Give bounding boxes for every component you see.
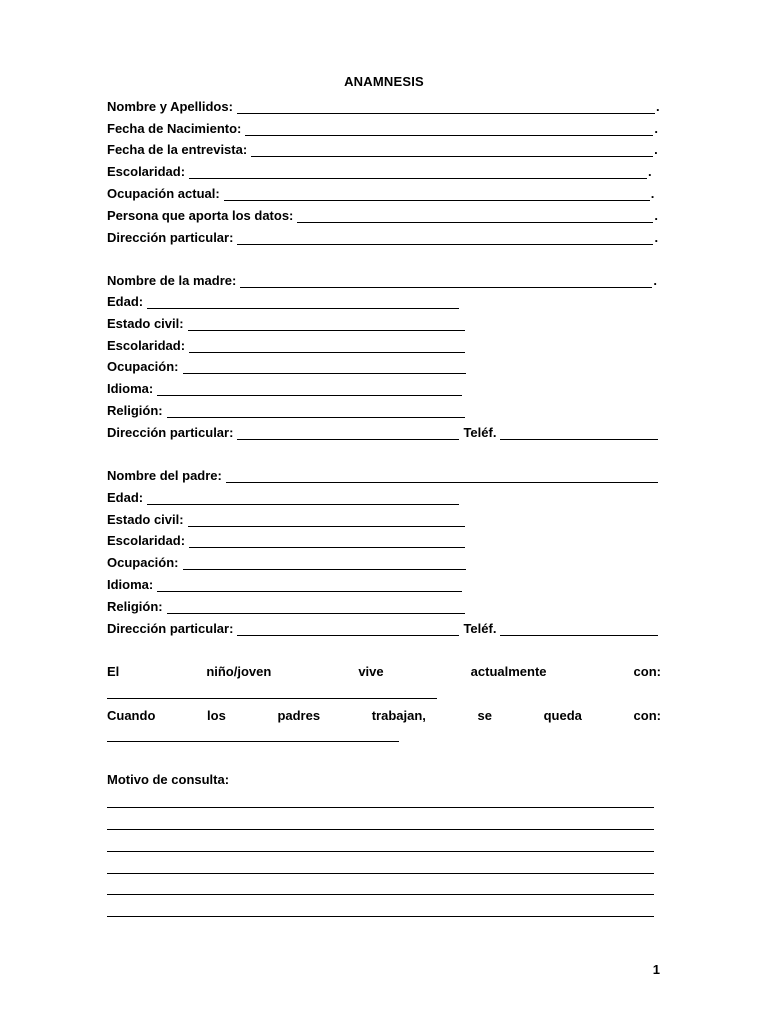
- motivo-line[interactable]: [107, 806, 654, 808]
- madre-telef-field[interactable]: [500, 426, 658, 440]
- vive-word: niño/joven: [206, 664, 272, 679]
- persona-period: .: [654, 208, 658, 223]
- direccion-label: Dirección particular:: [107, 230, 234, 245]
- padre-direccion-label: Dirección particular:: [107, 621, 234, 636]
- queda-word: con:: [633, 708, 661, 723]
- direccion-field[interactable]: [237, 231, 653, 245]
- escolaridad-row: [107, 161, 652, 179]
- nacimiento-label: Fecha de Nacimiento:: [107, 121, 242, 136]
- madre-nombre-field[interactable]: [240, 274, 652, 288]
- nacimiento-field[interactable]: [245, 122, 653, 136]
- madre-estado-civil-label: Estado civil:: [107, 316, 184, 331]
- padre-idioma-row: [107, 574, 462, 592]
- padre-ocupacion-row: [107, 552, 466, 570]
- madre-direccion-field[interactable]: [237, 426, 459, 440]
- direccion-period: .: [654, 230, 659, 245]
- ocupacion-row: [107, 183, 654, 201]
- queda-word: queda: [543, 708, 582, 723]
- padre-religion-row: [107, 596, 465, 614]
- madre-idioma-field[interactable]: [157, 382, 462, 396]
- vive-sentence: [107, 661, 661, 679]
- entrevista-field[interactable]: [251, 143, 653, 157]
- entrevista-period: .: [654, 142, 658, 157]
- madre-idioma-label: Idioma:: [107, 381, 154, 396]
- queda-field[interactable]: [107, 740, 399, 742]
- queda-word: los: [207, 708, 226, 723]
- padre-direccion-field[interactable]: [237, 622, 459, 636]
- padre-telef-label: Teléf.: [463, 621, 497, 636]
- madre-edad-label: Edad:: [107, 294, 144, 309]
- madre-ocupacion-label: Ocupación:: [107, 359, 179, 374]
- queda-sentence: [107, 705, 661, 723]
- nacimiento-row: [107, 118, 658, 136]
- motivo-row: [107, 769, 229, 787]
- motivo-line[interactable]: [107, 850, 654, 852]
- madre-estado-civil-row: [107, 313, 465, 331]
- persona-field[interactable]: [297, 209, 653, 223]
- padre-estado-civil-label: Estado civil:: [107, 512, 184, 527]
- madre-idioma-row: [107, 378, 462, 396]
- queda-word: trabajan,: [371, 708, 426, 723]
- nombre-field[interactable]: [237, 100, 655, 114]
- padre-edad-row: [107, 487, 459, 505]
- nombre-label: Nombre y Apellidos:: [107, 99, 233, 114]
- padre-edad-label: Edad:: [107, 490, 144, 505]
- motivo-line[interactable]: [107, 828, 654, 830]
- persona-label: Persona que aporta los datos:: [107, 208, 294, 223]
- motivo-line[interactable]: [107, 915, 654, 917]
- padre-estado-civil-field[interactable]: [188, 513, 465, 527]
- padre-direccion-row: [107, 618, 658, 636]
- persona-row: [107, 205, 658, 223]
- form-title: ANAMNESIS: [344, 74, 424, 89]
- padre-ocupacion-field[interactable]: [183, 556, 466, 570]
- madre-religion-field[interactable]: [167, 404, 465, 418]
- motivo-line[interactable]: [107, 893, 654, 895]
- padre-nombre-field[interactable]: [226, 469, 658, 483]
- vive-word: actualmente: [470, 664, 547, 679]
- direccion-row: [107, 227, 658, 245]
- padre-nombre-row: [107, 465, 658, 483]
- motivo-line[interactable]: [107, 872, 654, 874]
- padre-nombre-label: Nombre del padre:: [107, 468, 222, 483]
- padre-escolaridad-field[interactable]: [189, 534, 465, 548]
- queda-word: se: [477, 708, 492, 723]
- padre-religion-label: Religión:: [107, 599, 163, 614]
- entrevista-label: Fecha de la entrevista:: [107, 142, 248, 157]
- madre-direccion-label: Dirección particular:: [107, 425, 234, 440]
- vive-word: El: [107, 664, 120, 679]
- padre-religion-field[interactable]: [167, 600, 465, 614]
- escolaridad-period: .: [648, 164, 652, 179]
- madre-escolaridad-field[interactable]: [189, 339, 465, 353]
- padre-edad-field[interactable]: [147, 491, 459, 505]
- padre-idioma-field[interactable]: [157, 578, 462, 592]
- padre-estado-civil-row: [107, 509, 465, 527]
- nacimiento-period: .: [654, 121, 658, 136]
- vive-word: vive: [358, 664, 384, 679]
- motivo-label: Motivo de consulta:: [107, 772, 230, 787]
- madre-nombre-period: .: [653, 273, 657, 288]
- madre-religion-label: Religión:: [107, 403, 163, 418]
- escolaridad-label: Escolaridad:: [107, 164, 186, 179]
- madre-telef-label: Teléf.: [463, 425, 497, 440]
- entrevista-row: [107, 139, 658, 157]
- ocupacion-field[interactable]: [224, 187, 650, 201]
- ocupacion-period: .: [650, 186, 655, 201]
- madre-religion-row: [107, 400, 465, 418]
- page-number: 1: [652, 962, 660, 977]
- madre-ocupacion-row: [107, 356, 466, 374]
- padre-escolaridad-label: Escolaridad:: [107, 533, 186, 548]
- padre-escolaridad-row: [107, 530, 465, 548]
- madre-edad-row: [107, 291, 459, 309]
- madre-nombre-label: Nombre de la madre:: [107, 273, 237, 288]
- madre-escolaridad-row: [107, 335, 465, 353]
- nombre-period: .: [655, 99, 660, 114]
- queda-word: padres: [277, 708, 321, 723]
- padre-idioma-label: Idioma:: [107, 577, 154, 592]
- madre-nombre-row: [107, 270, 657, 288]
- vive-field[interactable]: [107, 697, 437, 699]
- madre-estado-civil-field[interactable]: [188, 317, 465, 331]
- madre-direccion-row: [107, 422, 658, 440]
- madre-edad-field[interactable]: [147, 295, 459, 309]
- escolaridad-field[interactable]: [189, 165, 647, 179]
- nombre-row: [107, 96, 660, 114]
- padre-ocupacion-label: Ocupación:: [107, 555, 179, 570]
- vive-word: con:: [633, 664, 661, 679]
- ocupacion-label: Ocupación actual:: [107, 186, 220, 201]
- padre-telef-field[interactable]: [500, 622, 658, 636]
- madre-escolaridad-label: Escolaridad:: [107, 338, 186, 353]
- queda-word: Cuando: [107, 708, 156, 723]
- madre-ocupacion-field[interactable]: [183, 360, 466, 374]
